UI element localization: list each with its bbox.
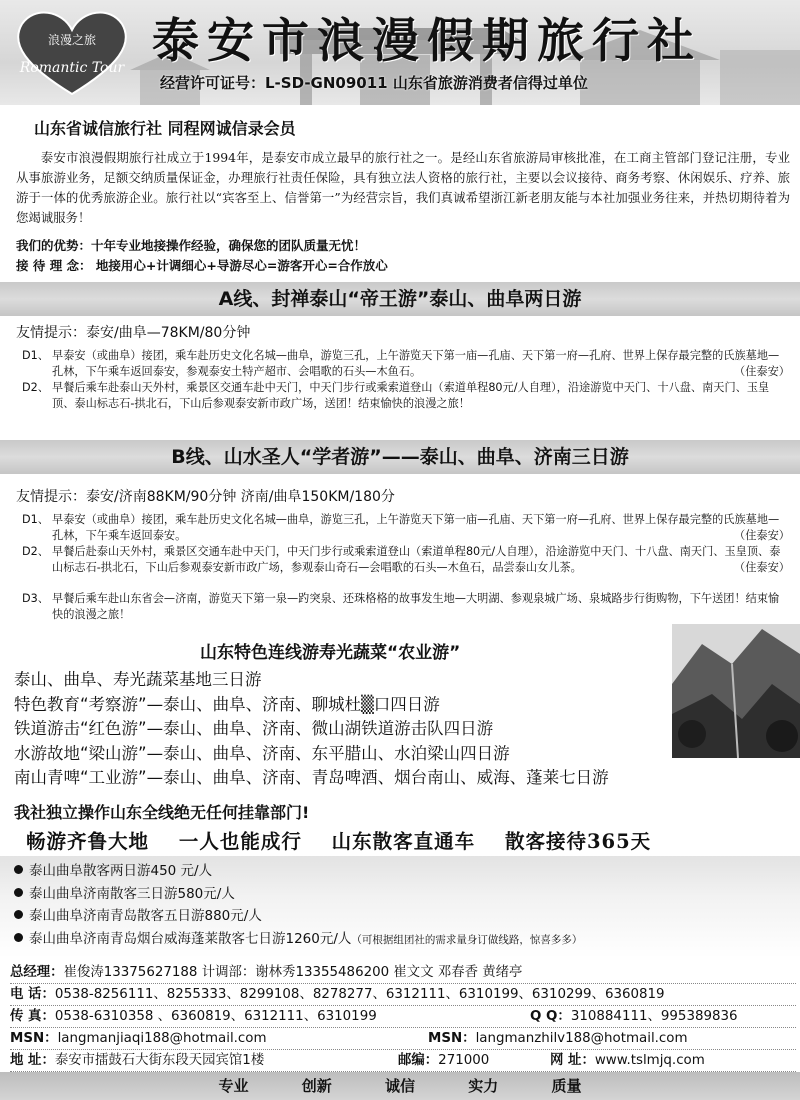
footer-value: 实力 xyxy=(468,1077,499,1095)
route-b-day-2 xyxy=(22,544,790,575)
logo-text-bottom: Romantic Tour xyxy=(19,60,125,76)
tour-item: 铁道游击“红色游”—泰山、曲阜、济南、微山湖铁道游击队四日游 xyxy=(14,719,494,738)
intro-paragraph: 泰安市浪漫假期旅行社成立于1994年，是泰安市成立最早的旅行社之一。是经山东省旅游局审核批准，在工商主管部门登记注册，专业从事旅游业务，足额交纳质量保证金，办理旅行社责任保险，具有独立法人资格的旅行社，主要以会议接待、商务考察、休闲娱乐、疗养、旅游于一体的优秀旅游企业。旅行社以“宾客至上、信誉第一”为经营宗旨，我们真诚希望浙江新老朋友能与本社加强业务往来，并热切期待着为您竭诚服务！ xyxy=(16,150,790,225)
logo-text-top: 浪漫之旅 xyxy=(47,33,97,47)
day-label: D2、 xyxy=(22,545,49,558)
phone-value[interactable]: 0538-8256111、8255333、8299108、8278277、6312111、6310199、6310299、6360819 xyxy=(54,987,665,1002)
reception-philosophy: 接 待 理 念： 地接用心+计调细心+导游尽心=游客开心=合作放心 xyxy=(16,258,388,273)
msn2-value[interactable]: langmanzhilv188@hotmail.com xyxy=(475,1031,688,1046)
price-item: 泰山曲阜散客两日游450 元/人 xyxy=(14,860,800,883)
msn-row xyxy=(10,1028,796,1050)
msn2-label: MSN： xyxy=(428,1031,476,1046)
tour-item: 南山青啤“工业游”—泰山、曲阜、济南、青岛啤酒、烟台南山、威海、蓬莱七日游 xyxy=(14,768,609,787)
day-text: 早餐后赴泰山天外村，乘景区交通车赴中天门，中天门步行或乘索道登山（索道单程80元/人自理），沿途游览中天门、十八盘、南天门、玉皇顶、泰山标志石-拱北石，下山后参观泰安新市政广场，参观泰山奇石—会唱歌的石头—木鱼石，品尝泰山女儿茶。 xyxy=(52,545,781,574)
fax-row xyxy=(10,1006,796,1028)
day-text: 早餐后乘车赴山东省会—济南，游览天下第一泉—趵突泉、还珠格格的故事发生地—大明湖、参观泉城广场、泉城路步行街购物，下午送团！结束愉快的浪漫之旅！ xyxy=(52,592,780,621)
slogan: 散客接待365天 xyxy=(504,830,652,853)
slogan: 一人也能成行 xyxy=(178,830,302,853)
manager-value: 崔俊涛13375627188 计调部：谢林秀13355486200 崔文文 邓春香 黄绪亭 xyxy=(63,965,523,980)
zip-label: 邮编： xyxy=(398,1053,439,1068)
route-a-tip: 友情提示：泰安/曲阜—78KM/80分钟 xyxy=(16,325,251,341)
route-a-day-2 xyxy=(22,380,790,411)
address-value: 泰安市擂鼓石大街东段天园宾馆1楼 xyxy=(54,1053,265,1068)
address-row xyxy=(10,1050,796,1072)
slogan-line xyxy=(26,826,796,854)
route-a-title: A线、封禅泰山“帝王游”泰山、曲阜两日游 xyxy=(0,282,800,316)
stay-location: （住泰安） xyxy=(734,364,790,378)
qq-label: Q Q： xyxy=(530,1009,571,1024)
slogan: 山东散客直通车 xyxy=(331,830,476,853)
route-b-day-3 xyxy=(22,591,790,622)
price-list xyxy=(14,860,800,951)
stay-location: （住泰安） xyxy=(734,528,790,542)
day-label: D1、 xyxy=(22,349,49,362)
advantage-line: 我们的优势：十年专业地接操作经验，确保您的团队质量无忧！ xyxy=(16,238,367,253)
stay-location: （住泰安） xyxy=(734,560,790,574)
price-item: 泰山曲阜济南青岛烟台威海蓬莱散客七日游1260元/人（可根据组团社的需求量身订做线路，惊喜多多） xyxy=(14,928,800,952)
manager-label: 总经理： xyxy=(10,965,64,980)
footer-value: 创新 xyxy=(301,1077,332,1095)
day-label: D3、 xyxy=(22,592,49,605)
day-text: 早泰安（或曲阜）接团，乘车赴历史文化名城—曲阜，游览三孔，上午游览天下第一庙—孔庙、天下第一府—孔府、世界上保存最完整的氏族墓地—孔林，下午乘车返回泰安，参观泰安土特产超市、会唱歌的石头—木鱼石。 xyxy=(52,349,780,378)
website-link[interactable]: www.tslmjq.com xyxy=(594,1053,705,1068)
special-tours-heading: 山东特色连线游寿光蔬菜“农业游” xyxy=(200,643,461,663)
route-b-tip: 友情提示：泰安/济南88KM/90分钟 济南/曲阜150KM/180分 xyxy=(16,489,395,505)
bullet-icon xyxy=(14,910,23,919)
price-item: 泰山曲阜济南青岛散客五日游880元/人 xyxy=(14,905,800,928)
price-note: （可根据组团社的需求量身订做线路，惊喜多多） xyxy=(351,933,583,946)
bullet-icon xyxy=(14,865,23,874)
msn-label: MSN： xyxy=(10,1031,58,1046)
header-banner xyxy=(0,0,800,105)
route-a-day-1 xyxy=(22,348,790,379)
fax-value: 0538-6310358 、6360819、6312111、6310199 xyxy=(54,1009,377,1024)
address-label: 地 址： xyxy=(10,1053,55,1068)
phone-row xyxy=(10,984,796,1006)
price-item: 泰山曲阜济南散客三日游580元/人 xyxy=(14,883,800,906)
footer-value: 诚信 xyxy=(384,1077,415,1095)
license-number: 经营许可证号：L-SD-GN09011 山东省旅游消费者信得过单位 xyxy=(160,74,588,92)
day-text: 早餐后乘车赴泰山天外村，乘景区交通车赴中天门，中天门步行或乘索道登山（索道单程80元/人自理），沿途游览中天门、十八盘、南天门、玉皇顶、泰山标志石-拱北石，下山后参观泰安新市政广场，送团！结束愉快的浪漫之旅！ xyxy=(52,381,770,410)
msn-value[interactable]: langmanjiaqi188@hotmail.com xyxy=(57,1031,267,1046)
agency-title: 泰安市浪漫假期旅行社 xyxy=(152,14,702,69)
manager-row xyxy=(10,962,796,984)
day-label: D1、 xyxy=(22,513,49,526)
website-label: 网 址： xyxy=(550,1053,595,1068)
phone-label: 电 话： xyxy=(10,987,55,1002)
bullet-icon xyxy=(14,888,23,897)
route-b-day-1 xyxy=(22,512,790,543)
romantic-tour-logo xyxy=(6,6,138,102)
honor-line: 山东省诚信旅行社 同程网诚信录会员 xyxy=(34,119,296,138)
footer-value: 质量 xyxy=(551,1077,582,1095)
route-b-title: B线、山水圣人“学者游”——泰山、曲阜、济南三日游 xyxy=(0,440,800,474)
footer-value: 专业 xyxy=(218,1077,249,1095)
slogan: 畅游齐鲁大地 xyxy=(26,830,150,853)
tour-item: 水游故地“梁山游”—泰山、曲阜、济南、东平腊山、水泊梁山四日游 xyxy=(14,743,510,763)
tour-item: 特色教育“考察游”—泰山、曲阜、济南、聊城杜▒口四日游 xyxy=(14,694,440,714)
contact-block xyxy=(10,962,796,1072)
footer-values-bar xyxy=(0,1072,800,1100)
fax-label: 传 真： xyxy=(10,1009,55,1024)
qq-value: 310884111、995389836 xyxy=(570,1009,738,1024)
special-tours-list xyxy=(14,668,800,791)
independent-operation-statement: 我社独立操作山东全线绝无任何挂靠部门! xyxy=(14,803,310,822)
day-text: 早泰安（或曲阜）接团，乘车赴历史文化名城—曲阜，游览三孔，上午游览天下第一庙—孔庙、天下第一府—孔府、世界上保存最完整的氏族墓地—孔林，下午乘车返回泰安。 xyxy=(52,513,780,542)
tour-item: 泰山、曲阜、寿光蔬菜基地三日游 xyxy=(14,670,262,689)
zip-value: 271000 xyxy=(438,1053,490,1068)
bullet-icon xyxy=(14,933,23,942)
day-label: D2、 xyxy=(22,381,49,394)
